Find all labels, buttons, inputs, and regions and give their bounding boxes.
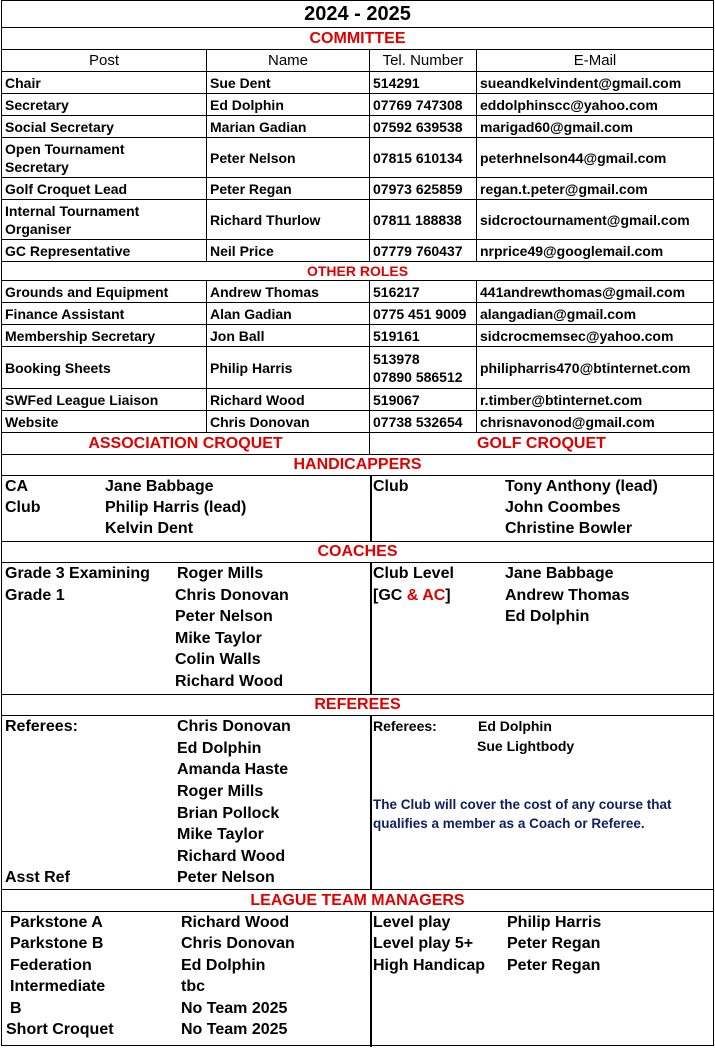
tel-cell: 07815 610134 — [370, 138, 477, 177]
tel-cell: 07811 188838 — [370, 200, 477, 239]
referee-name: Sue Lightbody — [477, 738, 575, 754]
handicapper-name: Christine Bowler — [505, 520, 633, 537]
asst-ref-label: Asst Ref — [5, 869, 70, 886]
tel-cell: 07592 639538 — [370, 116, 477, 137]
tel-cell: 07779 760437 — [370, 240, 477, 261]
post-cell: Golf Croquet Lead — [2, 178, 207, 199]
post-cell: Chair — [2, 72, 207, 93]
name-cell: Philip Harris — [207, 347, 370, 388]
referee-label: Referees: — [5, 718, 78, 735]
coach-name: Roger Mills — [177, 565, 264, 582]
coach-name: Andrew Thomas — [505, 587, 630, 604]
league-manager: Peter Regan — [507, 957, 601, 974]
table-row — [2, 178, 713, 200]
post-line-2: Organiser — [5, 220, 72, 237]
course-note-line-1: The Club will cover the cost of any course that — [373, 797, 672, 812]
coach-name: Richard Wood — [175, 673, 284, 690]
tel-cell — [370, 347, 477, 388]
column-divider — [370, 563, 372, 694]
name-cell: Sue Dent — [207, 72, 370, 93]
table-row — [2, 281, 713, 303]
league-team: Intermediate — [10, 978, 106, 995]
handicapper-name: Kelvin Dent — [105, 520, 194, 537]
tel-cell: 516217 — [370, 281, 477, 302]
email-cell[interactable]: regan.t.peter@gmail.com — [480, 180, 648, 197]
name-cell: Peter Nelson — [207, 138, 370, 177]
league-manager: No Team 2025 — [181, 1021, 288, 1038]
column-header-row — [2, 50, 713, 72]
post-cell: Secretary — [2, 94, 207, 115]
handicapper-name: John Coombes — [505, 499, 621, 516]
league-manager: Richard Wood — [181, 914, 290, 931]
table-row — [2, 303, 713, 325]
table-row — [2, 200, 713, 240]
post-cell — [2, 200, 207, 239]
league-manager: No Team 2025 — [181, 1000, 288, 1017]
league-team: Short Croquet — [6, 1021, 114, 1038]
league-team: B — [10, 1000, 22, 1017]
league-team: Level play 5+ — [373, 935, 474, 952]
email-cell[interactable]: philipharris470@btinternet.com — [480, 359, 691, 376]
referee-name: Chris Donovan — [177, 718, 291, 735]
column-divider — [370, 912, 372, 1047]
referee-name: Ed Dolphin — [478, 718, 552, 734]
league-manager: Peter Regan — [507, 935, 601, 952]
email-cell[interactable]: sueandkelvindent@gmail.com — [480, 74, 682, 91]
referee-name: Richard Wood — [177, 848, 286, 865]
tel-cell: 519067 — [370, 389, 477, 410]
committee-heading: COMMITTEE — [309, 29, 406, 47]
tel-cell: 0775 451 9009 — [370, 303, 477, 324]
league-team: High Handicap — [373, 957, 486, 974]
email-cell[interactable]: peterhnelson44@gmail.com — [480, 149, 667, 166]
post-cell — [2, 138, 207, 177]
table-row — [2, 389, 713, 411]
handicapper-name: Jane Babbage — [105, 478, 214, 495]
coach-name: Peter Nelson — [175, 608, 273, 625]
coaches-heading: COACHES — [317, 543, 398, 560]
email-cell[interactable]: nrprice49@googlemail.com — [480, 242, 664, 259]
post-cell: Finance Assistant — [2, 303, 207, 324]
committee-sheet — [1, 0, 714, 1046]
post-cell: Membership Secretary — [2, 325, 207, 346]
email-cell[interactable]: sidcrocmemsec@yahoo.com — [480, 327, 674, 344]
tel-cell: 07973 625859 — [370, 178, 477, 199]
referees-heading-row — [2, 695, 713, 716]
post-line-1: Open Tournament — [5, 140, 125, 157]
post-line-2: Secretary — [5, 158, 69, 175]
column-divider — [370, 716, 372, 889]
table-row — [2, 325, 713, 347]
referee-name: Amanda Haste — [177, 761, 289, 778]
name-cell: Chris Donovan — [207, 411, 370, 432]
email-cell[interactable]: eddolphinscc@yahoo.com — [480, 96, 658, 113]
coach-label: Grade 3 Examining — [5, 565, 150, 582]
tel-cell: 07769 747308 — [370, 94, 477, 115]
handicapper-label: Club — [373, 478, 409, 495]
table-row — [2, 347, 713, 389]
league-heading: LEAGUE TEAM MANAGERS — [250, 891, 465, 909]
name-cell: Marian Gadian — [207, 116, 370, 137]
column-header-post: Post — [2, 50, 207, 71]
tel-cell: 519161 — [370, 325, 477, 346]
coach-name: Jane Babbage — [505, 565, 614, 582]
league-manager: tbc — [181, 978, 205, 995]
referee-name: Mike Taylor — [177, 826, 264, 843]
league-manager: Philip Harris — [507, 914, 602, 931]
league-team: Level play — [373, 914, 451, 931]
email-cell[interactable]: chrisnavonod@gmail.com — [480, 413, 655, 430]
league-heading-row — [2, 890, 713, 912]
column-header-name: Name — [207, 50, 370, 71]
column-divider — [370, 476, 372, 541]
split-heading-row — [2, 433, 713, 455]
email-cell[interactable]: r.timber@btinternet.com — [480, 391, 643, 408]
coaches-heading-row — [2, 542, 713, 563]
handicapper-name: Philip Harris (lead) — [105, 499, 247, 516]
name-cell: Jon Ball — [207, 325, 370, 346]
coaches-section — [2, 563, 713, 695]
association-croquet-heading: ASSOCIATION CROQUET — [2, 433, 370, 454]
league-team: Parkstone A — [10, 914, 103, 931]
referee-name: Ed Dolphin — [177, 740, 262, 757]
handicapper-label: Club — [5, 499, 41, 516]
tel-line-1: 513978 — [373, 350, 420, 367]
table-row — [2, 411, 713, 433]
column-header-email: E-Mail — [573, 52, 617, 69]
column-header-tel: Tel. Number — [370, 50, 477, 71]
name-cell: Alan Gadian — [207, 303, 370, 324]
referee-label: Referees: — [373, 718, 437, 734]
handicapper-label: CA — [5, 478, 29, 495]
other-roles-heading-row — [2, 262, 713, 281]
league-team: Federation — [10, 957, 92, 974]
coach-label: Grade 1 — [5, 587, 65, 604]
handicappers-heading: HANDICAPPERS — [293, 456, 422, 473]
email-cell[interactable]: 441andrewthomas@gmail.com — [480, 283, 686, 300]
asst-ref-name: Peter Nelson — [177, 869, 275, 886]
name-cell: Richard Thurlow — [207, 200, 370, 239]
golf-croquet-heading: GOLF CROQUET — [477, 434, 606, 452]
post-cell: GC Representative — [2, 240, 207, 261]
table-row — [2, 138, 713, 178]
course-note-line-2: qualifies a member as a Coach or Referee. — [373, 816, 645, 831]
post-cell: Social Secretary — [2, 116, 207, 137]
referee-name: Brian Pollock — [177, 805, 280, 822]
table-row — [2, 240, 713, 262]
tel-line-2: 07890 586512 — [373, 368, 463, 385]
referees-heading: REFEREES — [314, 696, 401, 713]
post-cell: Grounds and Equipment — [2, 281, 207, 302]
committee-heading-row — [2, 28, 713, 50]
title-row — [2, 1, 713, 28]
referees-section — [2, 716, 713, 890]
table-row — [2, 94, 713, 116]
tel-cell: 07738 532654 — [370, 411, 477, 432]
handicapper-name: Tony Anthony (lead) — [505, 478, 658, 495]
referee-name: Roger Mills — [177, 783, 264, 800]
coach-label-gc-ac — [373, 587, 451, 605]
name-cell: Peter Regan — [207, 178, 370, 199]
handicappers-section — [2, 476, 713, 542]
tel-cell: 514291 — [370, 72, 477, 93]
post-line-1: Internal Tournament — [5, 202, 140, 219]
page-title: 2024 - 2025 — [304, 2, 411, 25]
league-team: Parkstone B — [10, 935, 104, 952]
league-manager: Ed Dolphin — [181, 957, 266, 974]
name-cell: Andrew Thomas — [207, 281, 370, 302]
coach-name: Mike Taylor — [175, 630, 262, 647]
coach-name: Chris Donovan — [175, 587, 289, 604]
email-cell[interactable]: marigad60@gmail.com — [480, 118, 633, 135]
name-cell: Neil Price — [207, 240, 370, 261]
coach-name: Ed Dolphin — [505, 608, 590, 625]
post-cell: SWFed League Liaison — [2, 389, 207, 410]
email-cell[interactable]: alangadian@gmail.com — [480, 305, 637, 322]
handicappers-heading-row — [2, 455, 713, 476]
coach-label-part-red: & AC — [406, 587, 446, 604]
other-roles-heading: OTHER ROLES — [306, 263, 409, 279]
league-section — [2, 912, 713, 1047]
post-cell: Website — [2, 411, 207, 432]
name-cell: Richard Wood — [207, 389, 370, 410]
post-cell: Booking Sheets — [2, 347, 207, 388]
name-cell: Ed Dolphin — [207, 94, 370, 115]
table-row — [2, 72, 713, 94]
table-row — [2, 116, 713, 138]
email-cell[interactable]: sidcroctournament@gmail.com — [480, 211, 690, 228]
league-manager: Chris Donovan — [181, 935, 295, 952]
coach-label-part: [GC — [373, 587, 407, 604]
coach-name: Colin Walls — [175, 651, 261, 668]
coach-label-part: ] — [445, 587, 451, 604]
coach-label: Club Level — [373, 565, 454, 582]
